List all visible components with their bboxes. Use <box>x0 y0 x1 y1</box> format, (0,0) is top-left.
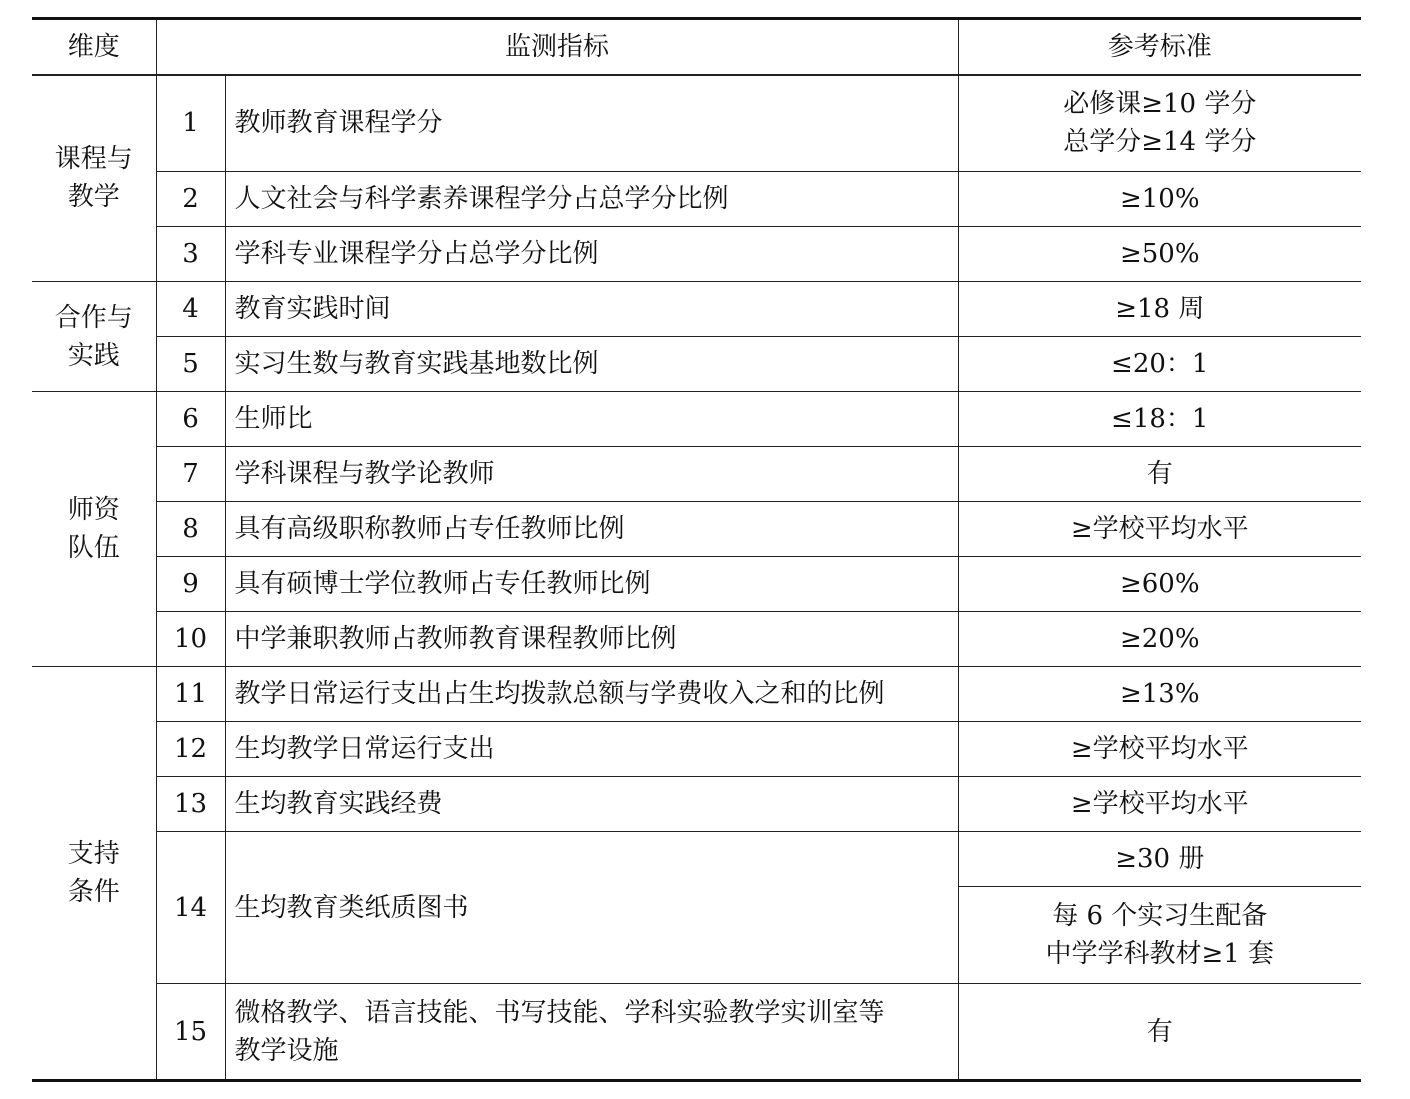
indicator-cell: 教学日常运行支出占生均拨款总额与学费收入之和的比例 <box>225 667 958 722</box>
dimension-line: 条件 <box>67 877 120 907</box>
reference-cell: ≥30 册 <box>958 832 1361 887</box>
reference-cell: ≤18：1 <box>958 392 1361 447</box>
indicator-cell: 学科专业课程学分占总学分比例 <box>225 227 958 282</box>
reference-cell: ≥学校平均水平 <box>958 777 1361 832</box>
reference-cell: ≥20% <box>958 612 1361 667</box>
indicator-cell: 人文社会与科学素养课程学分占总学分比例 <box>225 172 958 227</box>
table-row <box>32 557 1361 612</box>
row-number: 14 <box>156 832 225 984</box>
row-number: 10 <box>156 612 225 667</box>
header-row <box>32 19 1361 75</box>
reference-cell: 有 <box>958 984 1361 1081</box>
dimension-cell <box>32 392 156 667</box>
reference-cell <box>958 887 1361 984</box>
table-row <box>32 75 1361 172</box>
reference-line: 总学分≥14 学分 <box>1063 127 1257 158</box>
row-number: 7 <box>156 447 225 502</box>
reference-cell: ≥60% <box>958 557 1361 612</box>
indicator-cell: 学科课程与教学论教师 <box>225 447 958 502</box>
dimension-line: 实践 <box>67 340 120 371</box>
table-row <box>32 337 1361 392</box>
row-number: 6 <box>156 392 225 447</box>
reference-cell: ≥50% <box>958 227 1361 282</box>
indicator-cell: 具有高级职称教师占专任教师比例 <box>225 502 958 557</box>
reference-cell: ≥学校平均水平 <box>958 722 1361 777</box>
dimension-cell <box>32 667 156 1081</box>
reference-line: 中学学科教材≥1 套 <box>1045 939 1275 969</box>
reference-cell: ≥18 周 <box>958 282 1361 337</box>
monitoring-standards-table <box>32 17 1361 1082</box>
row-number: 12 <box>156 722 225 777</box>
indicator-cell <box>225 984 958 1081</box>
indicator-cell: 生师比 <box>225 392 958 447</box>
dimension-line: 支持 <box>67 839 120 869</box>
row-number: 3 <box>156 227 225 282</box>
row-number: 1 <box>156 75 225 172</box>
row-number: 8 <box>156 502 225 557</box>
row-number: 4 <box>156 282 225 337</box>
table-row <box>32 447 1361 502</box>
row-number: 13 <box>156 777 225 832</box>
header-reference: 参考标准 <box>958 19 1361 75</box>
indicator-cell: 教师教育课程学分 <box>225 75 958 172</box>
table-row <box>32 984 1361 1081</box>
indicator-cell: 教育实践时间 <box>225 282 958 337</box>
row-number: 9 <box>156 557 225 612</box>
dimension-line: 队伍 <box>67 533 120 563</box>
table-row <box>32 832 1361 887</box>
indicator-cell: 生均教学日常运行支出 <box>225 722 958 777</box>
dimension-line: 师资 <box>67 495 120 525</box>
reference-line: 必修课≥10 学分 <box>1063 89 1257 120</box>
indicator-line: 教学设施 <box>234 1035 339 1066</box>
header-dimension: 维度 <box>32 19 156 75</box>
indicator-cell: 中学兼职教师占教师教育课程教师比例 <box>225 612 958 667</box>
table-row <box>32 227 1361 282</box>
table-row <box>32 612 1361 667</box>
indicator-cell: 生均教育类纸质图书 <box>225 832 958 984</box>
table-row <box>32 722 1361 777</box>
table-row <box>32 777 1361 832</box>
reference-cell <box>958 75 1361 172</box>
reference-cell: ≤20：1 <box>958 337 1361 392</box>
reference-cell: 有 <box>958 447 1361 502</box>
header-indicator: 监测指标 <box>156 19 958 75</box>
indicator-cell: 具有硕博士学位教师占专任教师比例 <box>225 557 958 612</box>
table-row <box>32 502 1361 557</box>
table-row <box>32 392 1361 447</box>
dimension-line: 合作与 <box>54 302 133 333</box>
table-row <box>32 667 1361 722</box>
reference-cell: ≥13% <box>958 667 1361 722</box>
row-number: 15 <box>156 984 225 1081</box>
indicator-line: 微格教学、语言技能、书写技能、学科实验教学实训室等 <box>234 997 885 1028</box>
dimension-line: 课程与 <box>54 144 133 175</box>
dimension-line: 教学 <box>67 182 120 213</box>
row-number: 2 <box>156 172 225 227</box>
indicator-cell: 生均教育实践经费 <box>225 777 958 832</box>
reference-line: 每 6 个实习生配备 <box>1052 901 1268 931</box>
reference-cell: ≥10% <box>958 172 1361 227</box>
dimension-cell <box>32 75 156 282</box>
row-number: 5 <box>156 337 225 392</box>
dimension-cell <box>32 282 156 392</box>
indicator-cell: 实习生数与教育实践基地数比例 <box>225 337 958 392</box>
table-row <box>32 282 1361 337</box>
row-number: 11 <box>156 667 225 722</box>
reference-cell: ≥学校平均水平 <box>958 502 1361 557</box>
table-row <box>32 172 1361 227</box>
